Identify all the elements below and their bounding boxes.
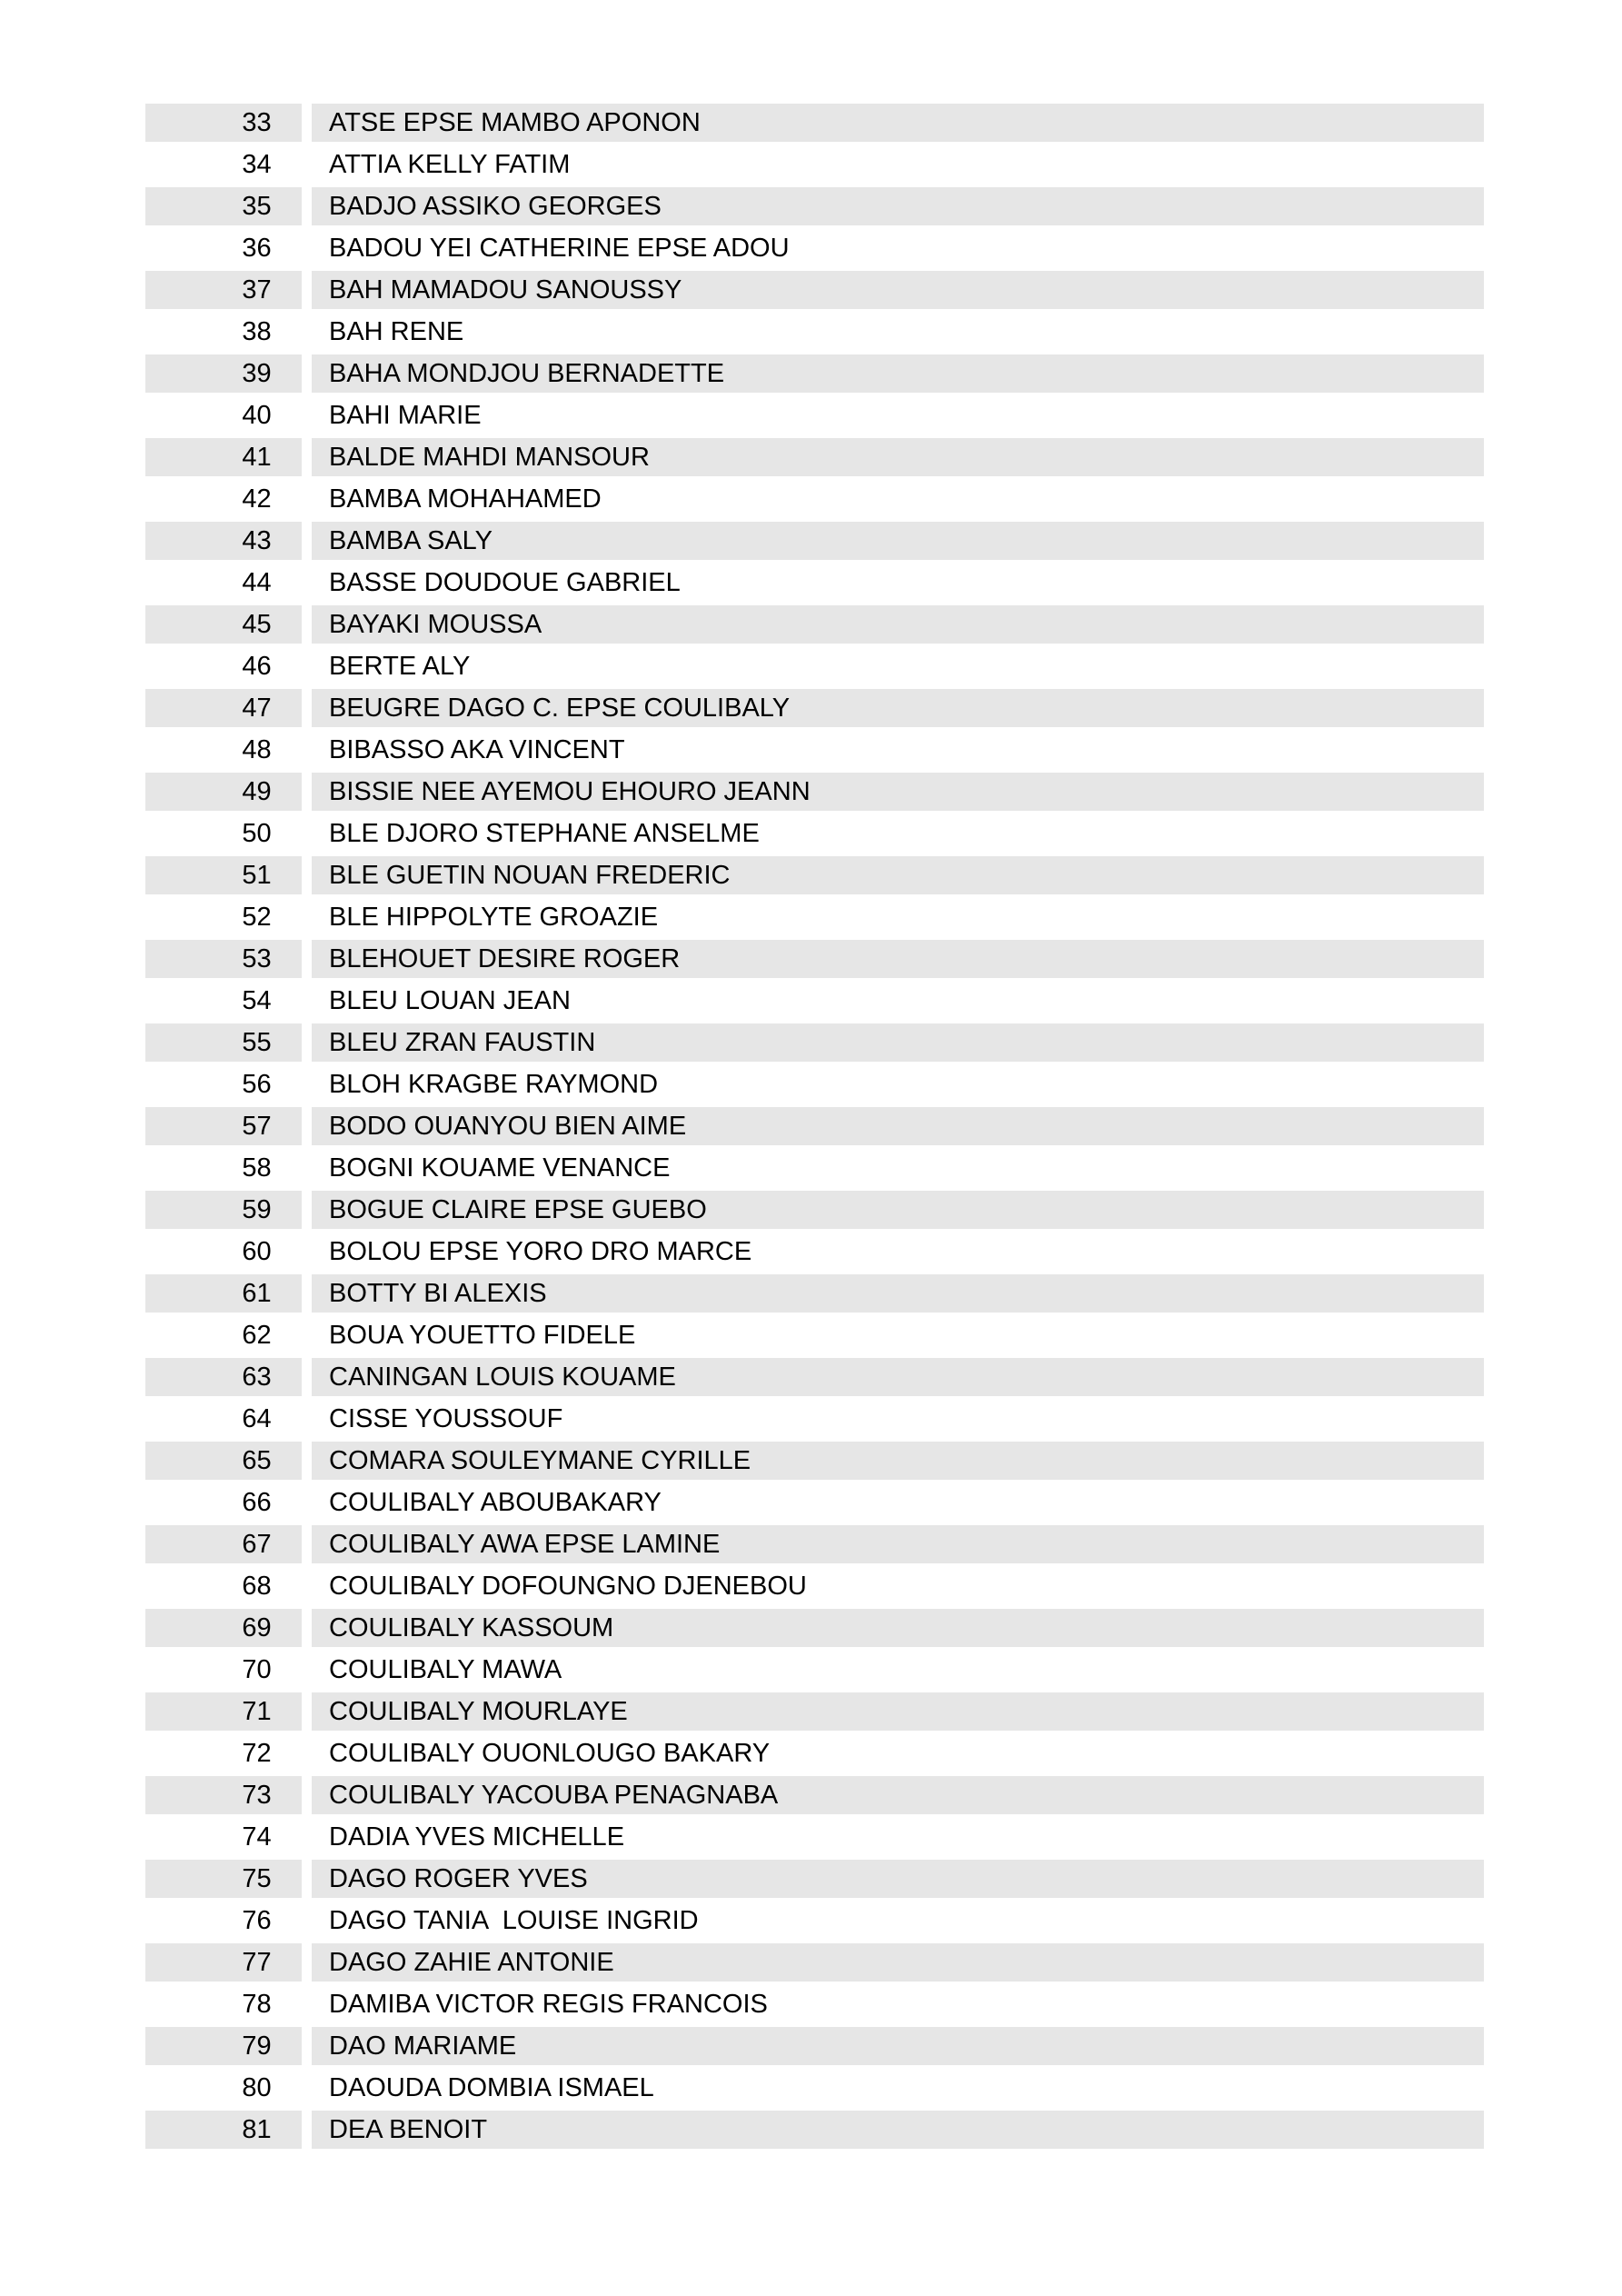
row-name: COULIBALY KASSOUM [329, 1613, 614, 1642]
row-number: 62 [242, 1321, 272, 1350]
row-number: 41 [242, 443, 272, 472]
row-name: DAGO TANIA LOUISE INGRID [329, 1906, 699, 1935]
row-number: 59 [242, 1195, 272, 1224]
row-number: 34 [242, 150, 272, 179]
list-row [0, 1147, 1622, 1189]
row-number: 54 [242, 986, 272, 1015]
list-row [0, 1314, 1622, 1356]
row-name-cell [312, 647, 1484, 685]
row-name: DAOUDA DOMBIA ISMAEL [329, 2073, 654, 2102]
list-row [0, 1816, 1622, 1858]
row-number: 70 [242, 1655, 272, 1684]
list-row [0, 645, 1622, 687]
row-number: 63 [242, 1363, 272, 1392]
list-row [0, 2109, 1622, 2151]
row-number: 55 [242, 1028, 272, 1057]
row-name: DAMIBA VICTOR REGIS FRANCOIS [329, 1990, 768, 2019]
row-number: 67 [242, 1530, 272, 1559]
row-number: 36 [242, 234, 272, 263]
list-row [0, 1732, 1622, 1774]
row-name: BLE HIPPOLYTE GROAZIE [329, 903, 659, 932]
list-row [0, 896, 1622, 938]
row-number: 69 [242, 1613, 272, 1642]
row-name: BODO OUANYOU BIEN AIME [329, 1112, 687, 1141]
row-number: 35 [242, 192, 272, 221]
row-name: BISSIE NEE AYEMOU EHOURO JEANN [329, 777, 811, 806]
row-number: 76 [242, 1906, 272, 1935]
row-number: 72 [242, 1739, 272, 1768]
row-name-cell [312, 396, 1484, 434]
row-number: 47 [242, 694, 272, 723]
row-number: 52 [242, 903, 272, 932]
row-number: 64 [242, 1404, 272, 1433]
list-row [0, 980, 1622, 1022]
row-number: 40 [242, 401, 272, 430]
row-number: 58 [242, 1153, 272, 1183]
list-row [0, 353, 1622, 394]
list-row [0, 1649, 1622, 1691]
row-number: 73 [242, 1781, 272, 1810]
list-row [0, 144, 1622, 185]
row-name: BLOH KRAGBE RAYMOND [329, 1070, 659, 1099]
list-row [0, 1231, 1622, 1273]
list-row [0, 1482, 1622, 1523]
list-row [0, 102, 1622, 144]
row-name: COULIBALY YACOUBA PENAGNABA [329, 1781, 779, 1810]
list-row [0, 938, 1622, 980]
row-number: 48 [242, 735, 272, 764]
row-number: 38 [242, 317, 272, 346]
row-number: 56 [242, 1070, 272, 1099]
list-row [0, 813, 1622, 854]
list-row [0, 394, 1622, 436]
list-row [0, 1607, 1622, 1649]
list-row [0, 1440, 1622, 1482]
list-row [0, 604, 1622, 645]
list-row [0, 1565, 1622, 1607]
list-row [0, 729, 1622, 771]
list-row [0, 2025, 1622, 2067]
row-name: COULIBALY OUONLOUGO BAKARY [329, 1739, 771, 1768]
row-number: 43 [242, 526, 272, 555]
row-number: 42 [242, 484, 272, 514]
row-name: COULIBALY MAWA [329, 1655, 562, 1684]
row-number: 60 [242, 1237, 272, 1266]
list-row [0, 478, 1622, 520]
row-name: DAO MARIAME [329, 2031, 517, 2061]
list-row [0, 1022, 1622, 1063]
row-name: BOTTY BI ALEXIS [329, 1279, 547, 1308]
row-name: BOGNI KOUAME VENANCE [329, 1153, 671, 1183]
row-number: 61 [242, 1279, 272, 1308]
row-number: 39 [242, 359, 272, 388]
row-name-cell [312, 2111, 1484, 2149]
row-number: 75 [242, 1864, 272, 1893]
row-name: BALDE MAHDI MANSOUR [329, 443, 650, 472]
list-row [0, 562, 1622, 604]
row-name: BOLOU EPSE YORO DRO MARCE [329, 1237, 752, 1266]
list-row [0, 1105, 1622, 1147]
row-number: 79 [242, 2031, 272, 2061]
list-row [0, 854, 1622, 896]
row-number: 51 [242, 861, 272, 890]
row-name: BLEU ZRAN FAUSTIN [329, 1028, 596, 1057]
row-number: 80 [242, 2073, 272, 2102]
row-name: BLEHOUET DESIRE ROGER [329, 944, 681, 973]
row-name: COULIBALY AWA EPSE LAMINE [329, 1530, 721, 1559]
row-number: 66 [242, 1488, 272, 1517]
list-row [0, 520, 1622, 562]
list-row [0, 1983, 1622, 2025]
list-row [0, 1063, 1622, 1105]
row-name: BEUGRE DAGO C. EPSE COULIBALY [329, 694, 791, 723]
row-name: DAGO ROGER YVES [329, 1864, 588, 1893]
list-row [0, 1900, 1622, 1942]
row-name: BERTE ALY [329, 652, 471, 681]
row-name: BAH RENE [329, 317, 464, 346]
row-name: COULIBALY DOFOUNGNO DJENEBOU [329, 1572, 807, 1601]
row-name: BAHI MARIE [329, 401, 482, 430]
row-name: BADJO ASSIKO GEORGES [329, 192, 662, 221]
row-number: 71 [242, 1697, 272, 1726]
row-name: BIBASSO AKA VINCENT [329, 735, 625, 764]
list-row [0, 1189, 1622, 1231]
row-name: BLE DJORO STEPHANE ANSELME [329, 819, 760, 848]
row-name: ATTIA KELLY FATIM [329, 150, 571, 179]
row-number: 37 [242, 275, 272, 304]
row-name: BAMBA SALY [329, 526, 493, 555]
row-name: BOUA YOUETTO FIDELE [329, 1321, 636, 1350]
row-name: CISSE YOUSSOUF [329, 1404, 563, 1433]
list-row [0, 1356, 1622, 1398]
list-row [0, 185, 1622, 227]
row-number: 33 [242, 108, 272, 137]
row-name: COMARA SOULEYMANE CYRILLE [329, 1446, 751, 1475]
row-number: 50 [242, 819, 272, 848]
row-number: 45 [242, 610, 272, 639]
list-row [0, 1942, 1622, 1983]
list-row [0, 771, 1622, 813]
row-number: 46 [242, 652, 272, 681]
row-number: 53 [242, 944, 272, 973]
row-number: 68 [242, 1572, 272, 1601]
list-row [0, 687, 1622, 729]
row-number: 77 [242, 1948, 272, 1977]
row-name: COULIBALY MOURLAYE [329, 1697, 628, 1726]
list-row [0, 1398, 1622, 1440]
list-row [0, 436, 1622, 478]
list-row [0, 1523, 1622, 1565]
list-row [0, 2067, 1622, 2109]
list-row [0, 1691, 1622, 1732]
row-name-cell [312, 313, 1484, 351]
row-name: BOGUE CLAIRE EPSE GUEBO [329, 1195, 707, 1224]
row-name: COULIBALY ABOUBAKARY [329, 1488, 662, 1517]
row-name: DAGO ZAHIE ANTONIE [329, 1948, 614, 1977]
row-name: CANINGAN LOUIS KOUAME [329, 1363, 676, 1392]
list-row [0, 311, 1622, 353]
row-name: BAMBA MOHAHAMED [329, 484, 602, 514]
row-number: 81 [242, 2115, 272, 2144]
row-number: 78 [242, 1990, 272, 2019]
list-row [0, 1774, 1622, 1816]
row-name: BADOU YEI CATHERINE EPSE ADOU [329, 234, 790, 263]
row-name: BAH MAMADOU SANOUSSY [329, 275, 682, 304]
row-name: BLE GUETIN NOUAN FREDERIC [329, 861, 731, 890]
row-name: BLEU LOUAN JEAN [329, 986, 571, 1015]
list-row [0, 1273, 1622, 1314]
row-number: 44 [242, 568, 272, 597]
row-name: DADIA YVES MICHELLE [329, 1822, 625, 1852]
list-row [0, 1858, 1622, 1900]
row-name: BAHA MONDJOU BERNADETTE [329, 359, 725, 388]
row-number: 74 [242, 1822, 272, 1852]
list-row [0, 269, 1622, 311]
row-number: 49 [242, 777, 272, 806]
row-name: BASSE DOUDOUE GABRIEL [329, 568, 681, 597]
row-name: BAYAKI MOUSSA [329, 610, 542, 639]
row-number: 57 [242, 1112, 272, 1141]
row-name: DEA BENOIT [329, 2115, 488, 2144]
row-name: ATSE EPSE MAMBO APONON [329, 108, 701, 137]
list-row [0, 227, 1622, 269]
row-number: 65 [242, 1446, 272, 1475]
